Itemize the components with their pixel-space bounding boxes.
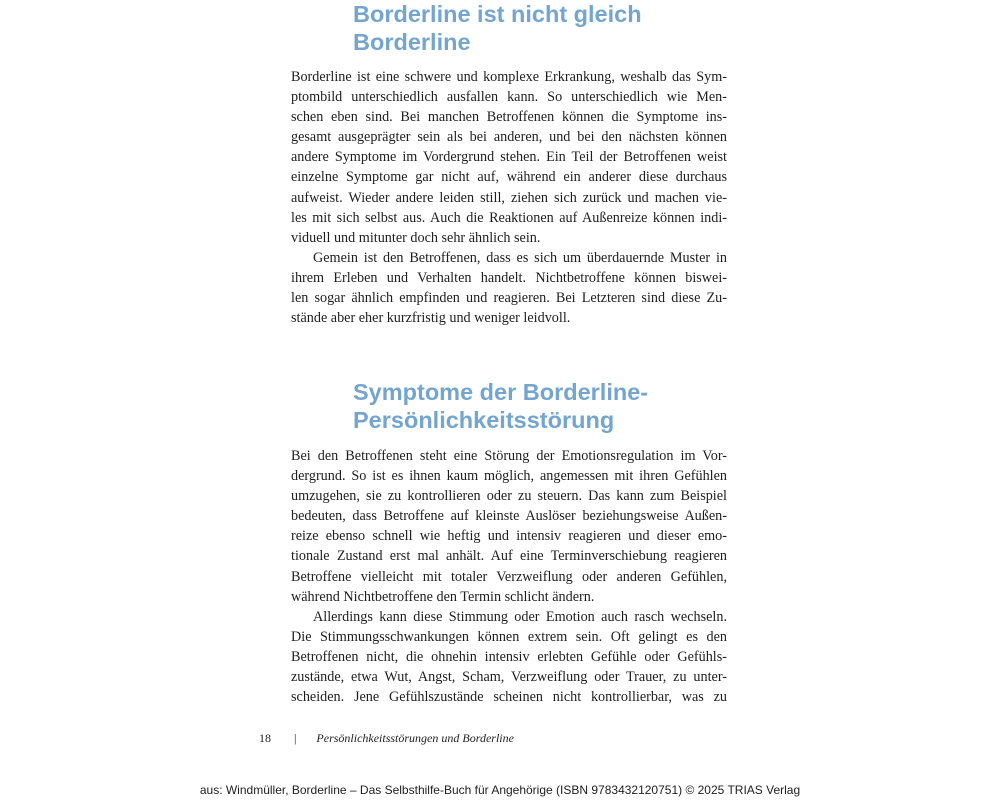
text-line: ptombild unterschiedlich ausfallen kann. So unterschiedlich wie Men-: [291, 89, 727, 106]
text-line: gesamt ausgeprägter sein als bei anderen, und bei den nächsten können: [291, 129, 727, 146]
section-heading-borderline-ist-nicht-gleich: [353, 0, 733, 56]
text-line: schen eben sind. Bei manchen Betroffenen können die Symptome ins-: [291, 109, 727, 126]
paragraph: [291, 446, 727, 607]
text-line: bedeuten, dass Betroffene auf kleinste Auslöser beziehungsweise Außen-: [291, 508, 727, 525]
text-line: scheiden. Jene Gefühlszustände scheinen nicht kontrollierbar, was zu: [291, 689, 727, 706]
paragraph: [291, 248, 727, 328]
text-line: reize ebenso schnell wie heftig und intensiv reagieren und dieser emo-: [291, 528, 727, 545]
section-heading-symptome: [353, 378, 733, 434]
text-line: Die Stimmungsschwankungen können extrem sein. Oft gelingt es den: [291, 629, 727, 646]
text-line: viduell und mitunter doch sehr ähnlich sein.: [291, 229, 541, 246]
text-line: Borderline ist eine schwere und komplexe Erkrankung, weshalb das Sym-: [291, 69, 727, 85]
text-line: stände aber eher kurzfristig und weniger leidvoll.: [291, 310, 571, 327]
text-line: andere Symptome im Vordergrund stehen. Ein Teil der Betroffenen weist: [291, 149, 727, 166]
heading-line: Symptome der Borderline-: [353, 379, 649, 405]
text-line: len sogar ähnlich empfinden und reagieren. Bei Letzteren sind diese Zu-: [291, 290, 727, 307]
text-line: Betroffenen nicht, die ohnehin intensiv erlebten Gefühle oder Gefühls-: [291, 649, 727, 666]
heading-line: Borderline ist nicht gleich: [353, 1, 642, 27]
text-line: während Nichtbetroffene den Termin schlicht ändern.: [291, 588, 595, 605]
text-line: les mit sich selbst aus. Auch die Reaktionen auf Außenreize können indi-: [291, 209, 727, 226]
paragraph: [291, 67, 727, 248]
text-line: dergrund. So ist es ihnen kaum möglich, angemessen mit ihren Gefühlen: [291, 468, 727, 485]
text-line: einzelne Symptome gar nicht auf, während ein anderer diese durchaus: [291, 169, 727, 186]
text-line: Betroffene vielleicht mit totaler Verzweiflung oder anderen Gefühlen,: [291, 568, 727, 585]
text-line: Allerdings kann diese Stimmung oder Emotion auch rasch wechseln.: [313, 609, 727, 625]
heading-line: Borderline: [353, 29, 471, 55]
heading-line: Persönlichkeitsstörung: [353, 407, 615, 433]
text-line: Bei den Betroffenen steht eine Störung der Emotionsregulation im Vor-: [291, 448, 727, 464]
text-line: tionale Zustand erst mal anhält. Auf eine Terminverschiebung reagieren: [291, 548, 727, 565]
footer-separator: |: [294, 731, 297, 745]
source-credit: aus: Windmüller, Borderline – Das Selbsthilfe-Buch für Angehörige (ISBN 9783432120751) © 2025 TRIAS Verlag: [199, 783, 801, 797]
text-line: Gemein ist den Betroffenen, dass es sich um überdauernde Muster in: [313, 250, 727, 266]
text-line: aufweist. Wieder andere leiden still, ziehen sich zurück und machen vie-: [291, 189, 727, 206]
page-footer: [259, 731, 514, 746]
text-line: umzugehen, sie zu kontrollieren oder zu steuern. Das kann zum Beispiel: [291, 488, 727, 505]
text-line: zustände, etwa Wut, Angst, Scham, Verzweiflung oder Trauer, zu unter-: [291, 669, 727, 686]
paragraph: [291, 607, 727, 707]
page-number: 18: [259, 731, 271, 745]
text-line: ihrem Erleben und Verhalten handelt. Nichtbetroffene können biswei-: [291, 270, 727, 287]
running-chapter-title: Persönlichkeitsstörungen und Borderline: [316, 731, 514, 745]
